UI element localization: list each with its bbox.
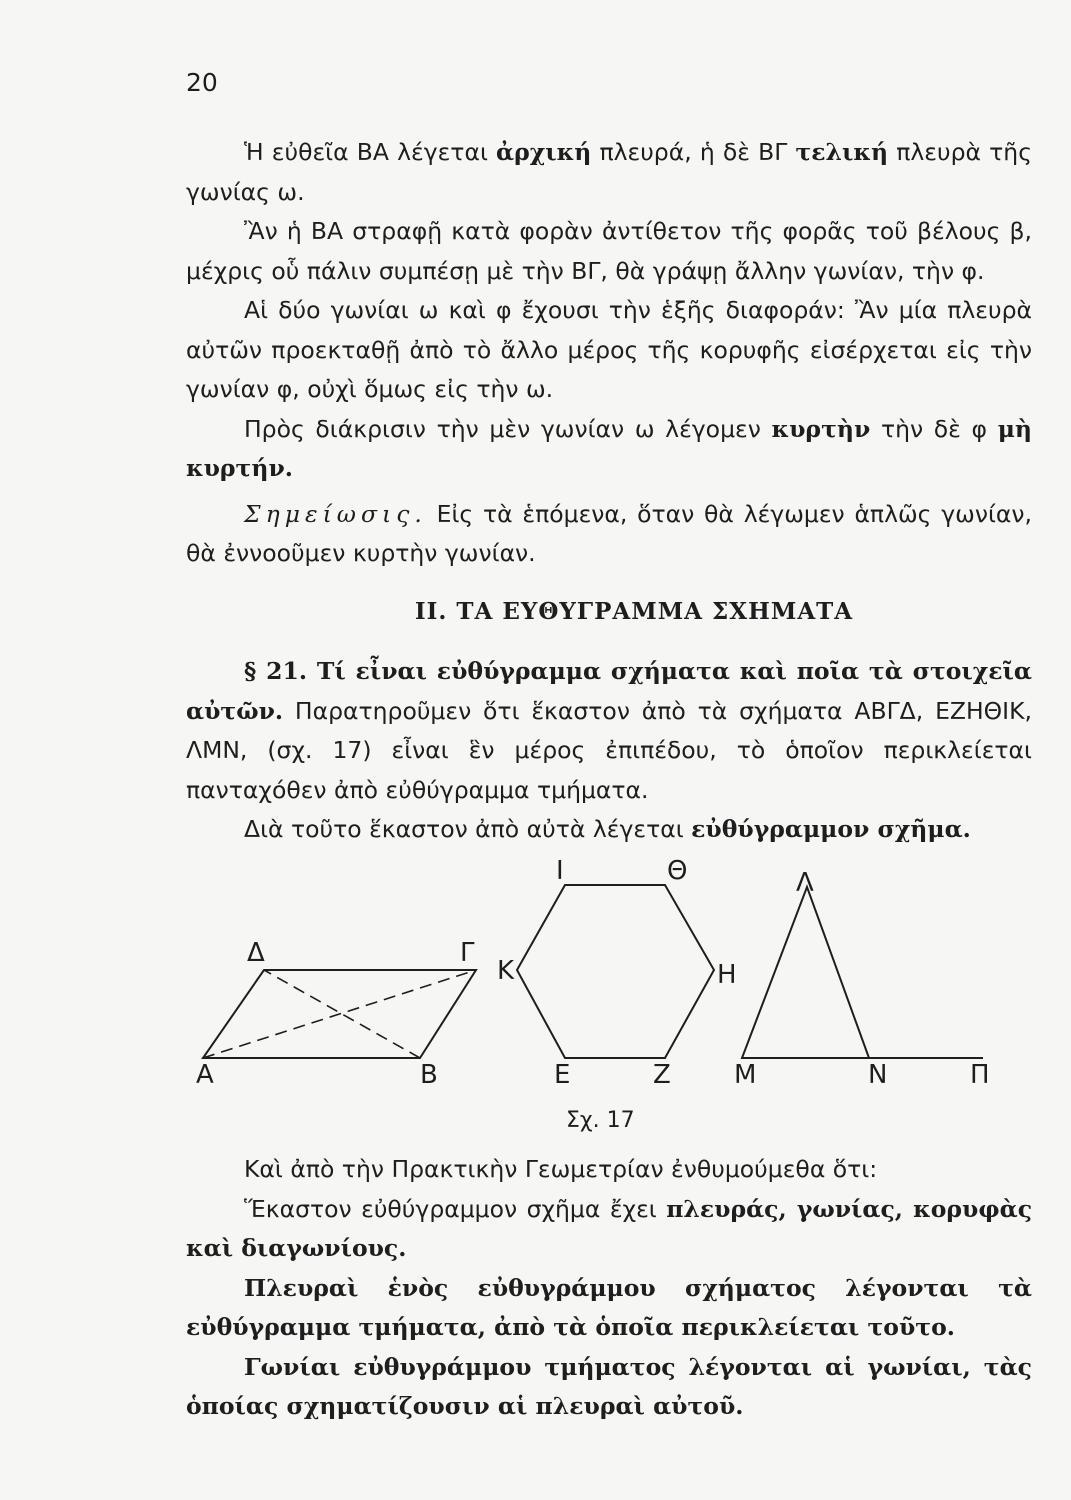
label-b: Β xyxy=(420,1060,438,1090)
paragraph-angles-definition: Γωνίαι εὐθυγράμμου τμήματος λέγονται αἱ γωνίαι, τὰς ὁποίας σχηματίζουσιν αἱ πλευραὶ αὐτοῦ. xyxy=(186,1352,1032,1420)
paragraph-difference: Αἱ δύο γωνίαι ω καὶ φ ἔχουσι τὴν ἑξῆς διαφοράν: Ἂν μία πλευρὰ αὐτῶν προεκταθῇ ἀπὸ τὸ ἄλλο μέρος τῆς κορυφῆς εἰσέρχεται εἰς τὴν γωνίαν φ, οὐχὶ ὅμως εἰς τὴν ω. xyxy=(186,296,1032,403)
paragraph-section-21: § 21. Τί εἶναι εὐθύγραμμα σχήματα καὶ ποῖα τὰ στοιχεῖα αὐτῶν. Παρατηροῦμεν ὅτι ἕκαστον ἀπὸ τὰ σχήματα ΑΒΓΔ, ΕΖΗΘΙΚ, ΛΜΝ, (σχ. 17) εἶναι ἓν μέρος ἐπιπέδου, τὸ ὁποῖον περικλείεται πανταχόθεν ἀπὸ εὐθύγραμμα τμήματα. xyxy=(186,657,1032,804)
term-elements: πλευράς, γωνίας, κορυφὰς καὶ διαγωνίους. xyxy=(186,1194,1032,1262)
label-h: Η xyxy=(717,960,737,990)
hexagon-ezhthik xyxy=(517,885,714,1058)
section-21-title: § 21. Τί εἶναι εὐθύγραμμα σχήματα καὶ ποῖα τὰ στοιχεῖα αὐτῶν. xyxy=(186,657,1032,725)
label-k: Κ xyxy=(497,956,515,986)
term-rectilinear-figure: εὐθύγραμμον σχῆμα. xyxy=(691,815,971,843)
text-middle xyxy=(186,652,1032,850)
label-d: Δ xyxy=(247,938,265,968)
figure-caption: Σχ. 17 xyxy=(566,1108,635,1133)
paragraph-convex: Πρὸς διάκρισιν τὴν μὲν γωνίαν ω λέγομεν κυρτὴν τὴν δὲ φ μὴ κυρτήν. xyxy=(186,414,1032,482)
paragraph-note: Σημείωσις. Εἰς τὰ ἑπόμενα, ὅταν θὰ λέγωμεν ἁπλῶς γωνίαν, θὰ ἐννοοῦμεν κυρτὴν γωνίαν. xyxy=(186,499,1032,567)
label-l: Λ xyxy=(796,868,814,898)
page-number: 20 xyxy=(186,68,218,97)
paragraph-elements: Ἕκαστον εὐθύγραμμον σχῆμα ἔχει πλευράς, γωνίας, κορυφὰς καὶ διαγωνίους. xyxy=(186,1194,1032,1262)
term-nonconvex: μὴ κυρτήν. xyxy=(186,414,1032,482)
label-g: Γ xyxy=(460,938,475,968)
section-heading: II. ΤΑ ΕΥΘΥΓΡΑΜΜΑ ΣΧΗΜΑΤΑ xyxy=(414,598,854,625)
label-e: Ε xyxy=(554,1060,571,1090)
label-p: Π xyxy=(970,1060,990,1090)
text-lower xyxy=(186,1150,1032,1427)
term-initial: ἀρχική xyxy=(496,138,592,166)
label-m: Μ xyxy=(734,1060,757,1090)
term-convex: κυρτὴν xyxy=(771,414,871,443)
diagonal-ag xyxy=(203,970,476,1058)
paragraph-recall: Καὶ ἀπὸ τὴν Πρακτικὴν Γεωμετρίαν ἐνθυμούμεθα ὅτι: xyxy=(244,1155,878,1183)
paragraph-sides-definition: Πλευραὶ ἑνὸς εὐθυγράμμου σχήματος λέγονται τὰ εὐθύγραμμα τμήματα, ἀπὸ τὰ ὁποῖα περικλείεται τοῦτο. xyxy=(186,1273,1032,1341)
text-upper xyxy=(186,133,1032,574)
term-terminal: τελική xyxy=(795,138,889,166)
triangle-lmn xyxy=(742,887,869,1058)
diagonal-bd xyxy=(264,970,420,1058)
label-z: Ζ xyxy=(653,1060,671,1090)
label-a: Α xyxy=(196,1060,214,1090)
label-th: Θ xyxy=(667,856,688,886)
paragraph-rectilinear: Διὰ τοῦτο ἕκαστον ἀπὸ αὐτὰ λέγεται εὐθύγραμμον σχῆμα. xyxy=(244,815,971,843)
paragraph-rotation: Ἂν ἡ ΒΑ στραφῇ κατὰ φορὰν ἀντίθετον τῆς φορᾶς τοῦ βέλους β, μέχρις οὗ πάλιν συμπέσῃ μὲ τὴν ΒΓ, θὰ γράψῃ ἄλλην γωνίαν, τὴν φ. xyxy=(186,217,1032,285)
label-n: Ν xyxy=(868,1060,888,1090)
paragraph-initial-terminal-side: Ἡ εὐθεῖα ΒΑ λέγεται ἀρχική πλευρά, ἡ δὲ ΒΓ τελική πλευρὰ τῆς γωνίας ω. xyxy=(186,138,1032,206)
parallelogram-abgd xyxy=(203,970,476,1058)
label-i: Ι xyxy=(556,856,564,886)
note-label: Σημείωσις. xyxy=(244,499,427,528)
